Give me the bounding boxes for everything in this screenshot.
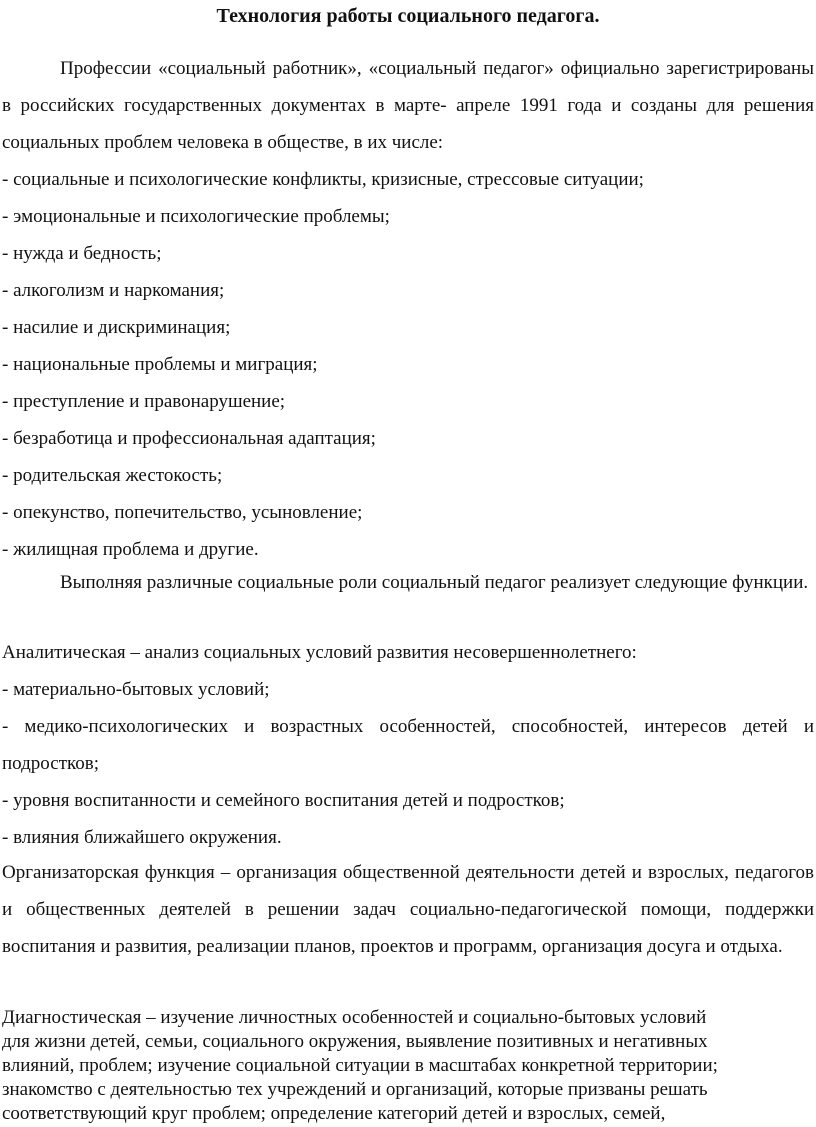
problems-list: [2, 161, 814, 568]
diagnostic-line: влияний, проблем; изучение социальной ситуации в масштабах конкретной территории;: [2, 1055, 718, 1076]
list-item: - безработица и профессиональная адаптация;: [2, 428, 376, 449]
list-item: - материально-бытовых условий;: [2, 679, 270, 700]
diagnostic-line: для жизни детей, семьи, социального окружения, выявление позитивных и негативных: [2, 1031, 708, 1052]
functions-intro: Выполняя различные социальные роли социальный педагог реализует следующие функции.: [60, 572, 809, 593]
diagnostic-line: Диагностическая – изучение личностных особенностей и социально-бытовых условий: [2, 1007, 707, 1028]
analytical-section: [2, 634, 814, 708]
list-item: - жилищная проблема и другие.: [2, 539, 259, 560]
intro-paragraph: Профессии «социальный работник», «социальный педагог» официально зарегистрированы в российских государственных документах в марте- апреле 1991 года и созданы для решения социальных проблем человека в обществе, в их числе:: [2, 58, 814, 153]
diagnostic-line: знакомство с деятельностью тех учреждений и организаций, которые призваны решать: [2, 1079, 708, 1100]
list-item: - опекунство, попечительство, усыновление;: [2, 502, 363, 523]
analytical-section-end: [2, 782, 814, 856]
list-item: - алкоголизм и наркомания;: [2, 280, 225, 301]
page-title: Технология работы социального педагога.: [216, 5, 600, 27]
organizational-paragraph: Организаторская функция – организация общественной деятельности детей и взрослых, педагогов и общественных деятелей в решении задач социально-педагогической помощи, поддержки воспитания и развития, реализации планов, проектов и программ, организация досуга и отдыха.: [2, 862, 814, 957]
list-item: - насилие и дискриминация;: [2, 317, 231, 338]
list-item: - влияния ближайшего окружения.: [2, 827, 282, 848]
diagnostic-paragraph: [2, 1006, 814, 1126]
list-item: - социальные и психологические конфликты, кризисные, стрессовые ситуации;: [2, 169, 644, 190]
list-item: - эмоциональные и психологические проблемы;: [2, 206, 390, 227]
list-item: - национальные проблемы и миграция;: [2, 354, 318, 375]
list-item: - медико-психологических и возрастных особенностей, способностей, интересов детей и подростков;: [2, 716, 814, 774]
diagnostic-line: соответствующий круг проблем; определение категорий детей и взрослых, семей,: [2, 1103, 666, 1124]
list-item: - уровня воспитанности и семейного воспитания детей и подростков;: [2, 790, 565, 811]
list-item: - родительская жестокость;: [2, 465, 223, 486]
list-item: - нужда и бедность;: [2, 243, 162, 264]
analytical-heading: Аналитическая – анализ социальных условий развития несовершеннолетнего:: [2, 642, 637, 663]
list-item: - преступление и правонарушение;: [2, 391, 286, 412]
